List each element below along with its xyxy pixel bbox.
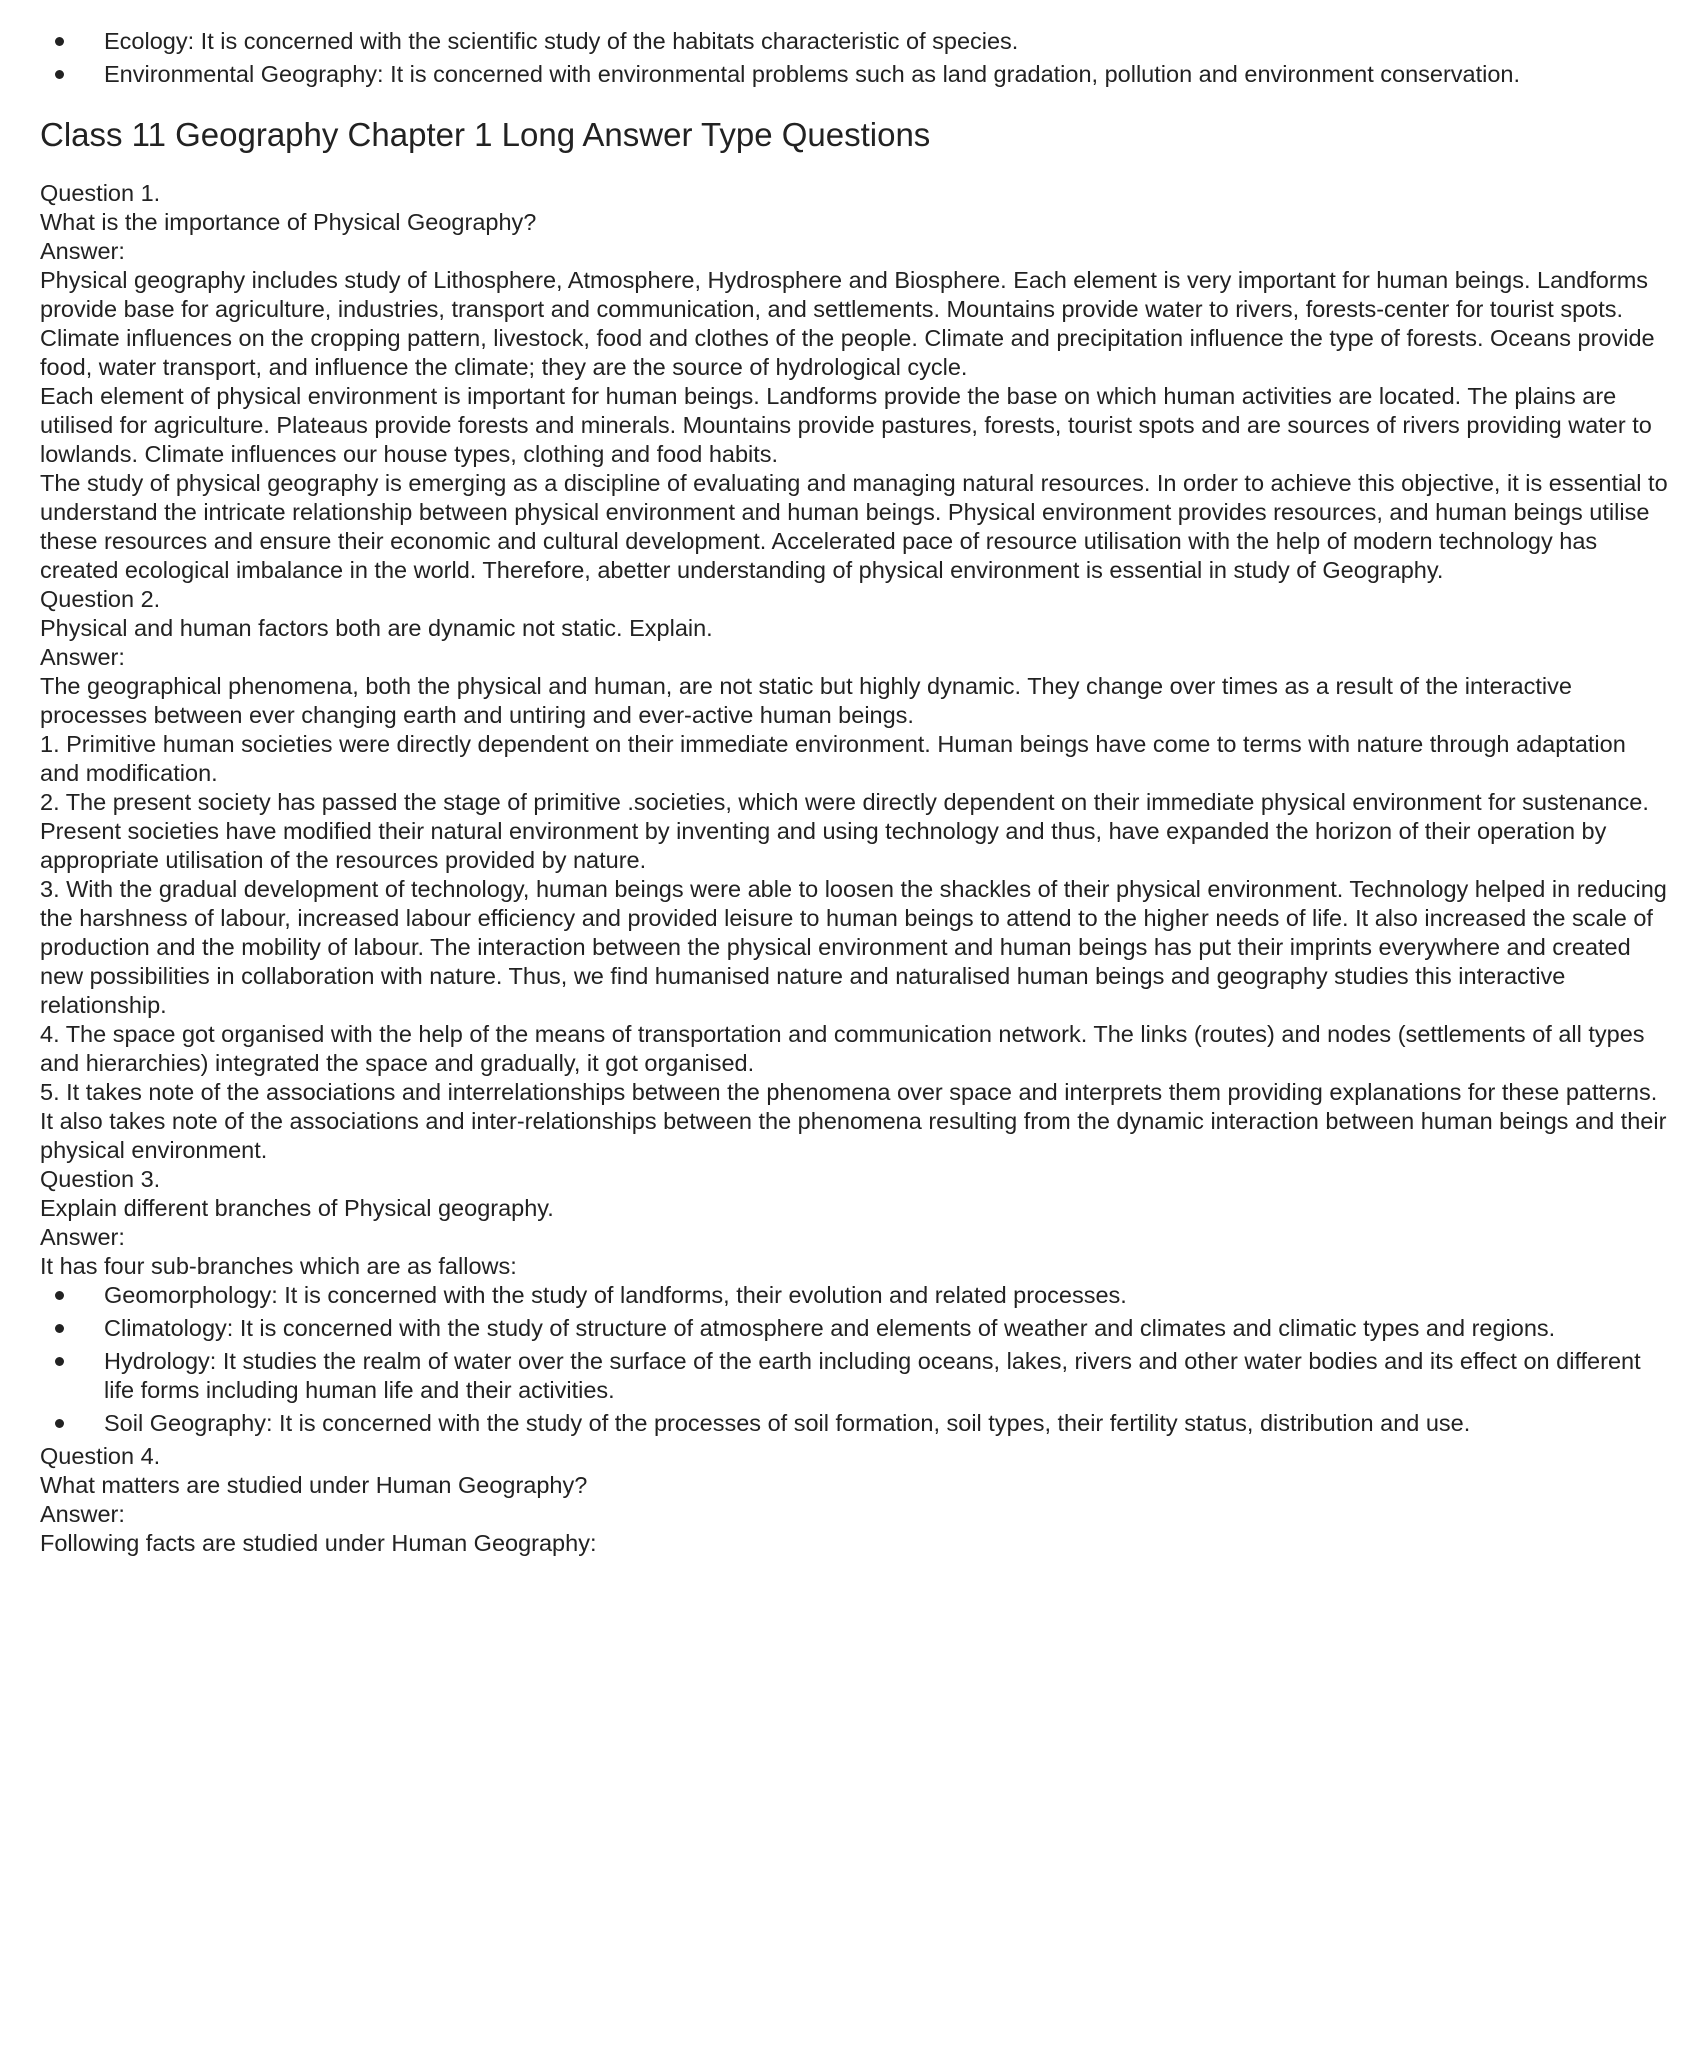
answer-label: Answer: xyxy=(40,1224,125,1250)
bullet-icon xyxy=(55,70,64,79)
question-text: What matters are studied under Human Geography? xyxy=(40,1472,588,1498)
answer-paragraph: 2. The present society has passed the stage of primitive .societies, which were directly dependent on their immediate physical environment for sustenance. Present societies have modified their natural environment by inventing and using technology and thus, have expanded the horizon of their operation by appropriate utilisation of the resources provided by nature. xyxy=(40,789,1649,873)
answer-label: Answer: xyxy=(40,238,125,264)
list-item: Geomorphology: It is concerned with the study of landforms, their evolution and related processes. xyxy=(40,1281,1670,1310)
list-item: Ecology: It is concerned with the scientific study of the habitats characteristic of species. xyxy=(40,27,1670,56)
question-text: Explain different branches of Physical geography. xyxy=(40,1195,554,1221)
section-title: Class 11 Geography Chapter 1 Long Answer Type Questions xyxy=(40,116,931,153)
answer-paragraph: 4. The space got organised with the help of the means of transportation and communication network. The links (routes) and nodes (settlements of all types and hierarchies) integrated the space and gradually, it got organised. xyxy=(40,1021,1645,1076)
document-page xyxy=(40,27,1670,1558)
answer-label: Answer: xyxy=(40,1501,125,1527)
answer-paragraph: 1. Primitive human societies were directly dependent on their immediate environment. Human beings have come to terms with nature through adaptation and modification. xyxy=(40,731,1626,786)
bullet-icon xyxy=(55,1291,64,1300)
answer-label: Answer: xyxy=(40,644,125,670)
question-number: Question 1. xyxy=(40,180,161,206)
list-item: Hydrology: It studies the realm of water over the surface of the earth including oceans, lakes, rivers and other water bodies and its effect on different life forms including human life and their activities. xyxy=(40,1347,1670,1405)
question-number: Question 4. xyxy=(40,1443,161,1469)
list-item: Environmental Geography: It is concerned with environmental problems such as land gradation, pollution and environment conservation. xyxy=(40,60,1670,89)
question-number: Question 2. xyxy=(40,586,161,612)
answer-intro: It has four sub-branches which are as fallows: xyxy=(40,1253,517,1279)
list-item: Soil Geography: It is concerned with the study of the processes of soil formation, soil types, their fertility status, distribution and use. xyxy=(40,1409,1670,1438)
question-3 xyxy=(40,1165,1670,1438)
question-text: What is the importance of Physical Geography? xyxy=(40,209,537,235)
bullet-icon xyxy=(55,37,64,46)
question-number: Question 3. xyxy=(40,1166,161,1192)
bullet-icon xyxy=(55,1357,64,1366)
question-2 xyxy=(40,585,1670,1165)
question-text: Physical and human factors both are dynamic not static. Explain. xyxy=(40,615,713,641)
answer-intro: Following facts are studied under Human Geography: xyxy=(40,1530,597,1556)
branch-list xyxy=(40,1281,1670,1438)
question-4 xyxy=(40,1442,1670,1558)
answer-paragraph: The geographical phenomena, both the physical and human, are not static but highly dynamic. They change over times as a result of the interactive processes between ever changing earth and untiring and ever-active human beings. xyxy=(40,673,1572,728)
bullet-icon xyxy=(55,1324,64,1333)
top-bullet-list xyxy=(40,27,1670,89)
list-item: Climatology: It is concerned with the study of structure of atmosphere and elements of weather and climates and climatic types and regions. xyxy=(40,1314,1670,1343)
answer-paragraph: The study of physical geography is emerging as a discipline of evaluating and managing natural resources. In order to achieve this objective, it is essential to understand the intricate relationship between physical environment and human beings. Physical environment provides resources, and human beings utilise these resources and ensure their economic and cultural development. Accelerated pace of resource utilisation with the help of modern technology has created ecological imbalance in the world. Therefore, abetter understanding of physical environment is essential in study of Geography. xyxy=(40,470,1668,583)
answer-paragraph: 3. With the gradual development of technology, human beings were able to loosen the shackles of their physical environment. Technology helped in reducing the harshness of labour, increased labour efficiency and provided leisure to human beings to attend to the higher needs of life. It also increased the scale of production and the mobility of labour. The interaction between the physical environment and human beings has put their imprints everywhere and created new possibilities in collaboration with nature. Thus, we find humanised nature and naturalised human beings and geography studies this interactive relationship. xyxy=(40,876,1667,1018)
question-1 xyxy=(40,179,1670,585)
bullet-icon xyxy=(55,1419,64,1428)
answer-paragraph: Each element of physical environment is important for human beings. Landforms provide the base on which human activities are located. The plains are utilised for agriculture. Plateaus provide forests and minerals. Mountains provide pastures, forests, tourist spots and are sources of rivers providing water to lowlands. Climate influences our house types, clothing and food habits. xyxy=(40,383,1652,467)
answer-paragraph: Physical geography includes study of Lithosphere, Atmosphere, Hydrosphere and Biosphere. Each element is very important for human beings. Landforms provide base for agriculture, industries, transport and communication, and settlements. Mountains provide water to rivers, forests-center for tourist spots. Climate influences on the cropping pattern, livestock, food and clothes of the people. Climate and precipitation influence the type of forests. Oceans provide food, water transport, and influence the climate; they are the source of hydrological cycle. xyxy=(40,267,1655,380)
answer-paragraph: 5. It takes note of the associations and interrelationships between the phenomena over space and interprets them providing explanations for these patterns. It also takes note of the associations and inter-relationships between the phenomena resulting from the dynamic interaction between human beings and their physical environment. xyxy=(40,1079,1667,1163)
